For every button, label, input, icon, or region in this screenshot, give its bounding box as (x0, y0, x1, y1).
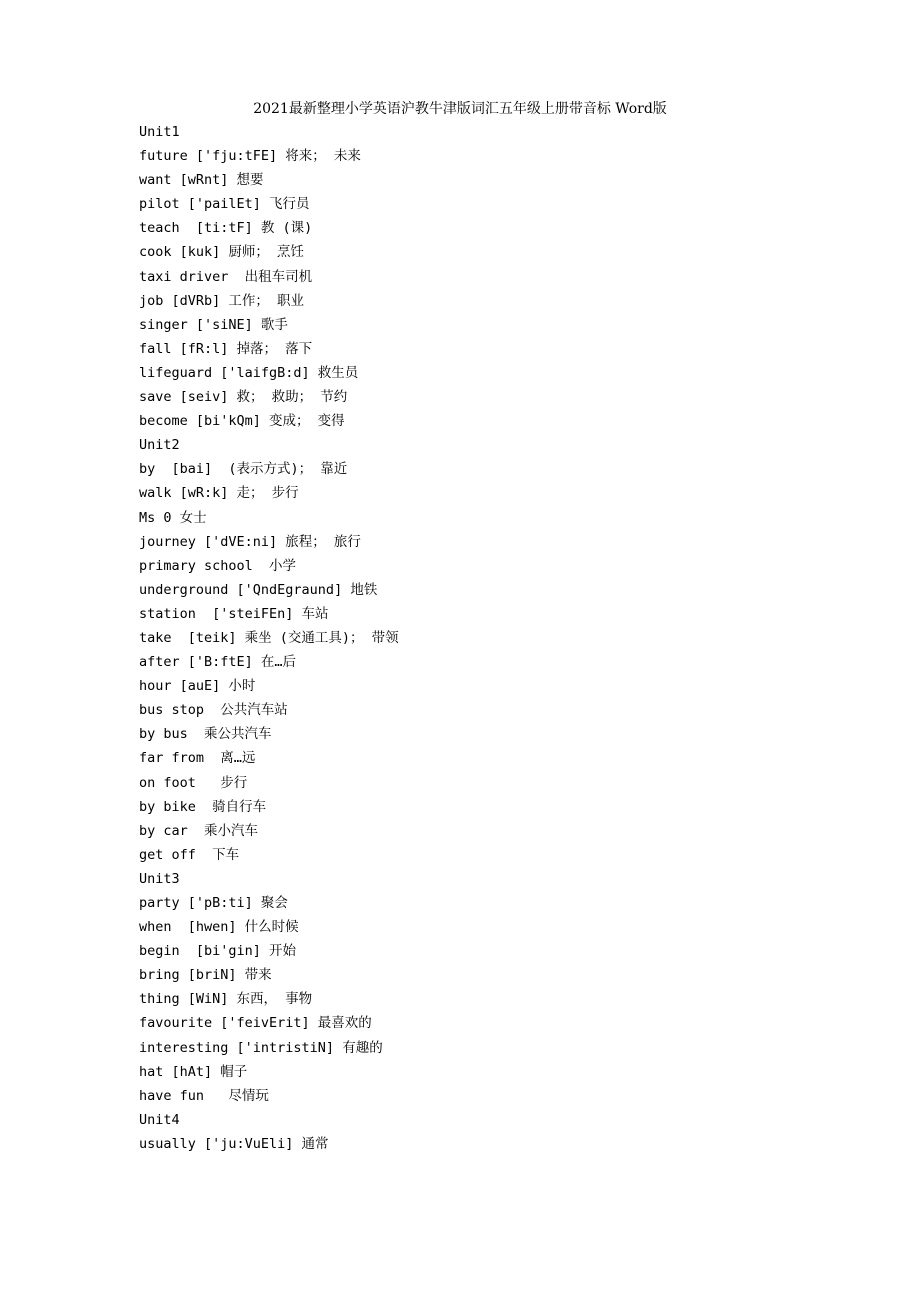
unit-heading: Unit2 (139, 437, 180, 454)
vocabulary-entry: want [wRnt] 想要 (139, 172, 264, 189)
vocabulary-entry: by bike 骑自行车 (139, 798, 267, 815)
vocabulary-entry: usually ['ju:VuEli] 通常 (139, 1135, 329, 1152)
vocabulary-entry: become [bi'kQm] 变成； 变得 (139, 413, 345, 430)
vocabulary-entry: favourite ['feivErit] 最喜欢的 (139, 1015, 372, 1032)
vocabulary-entry: job [dVRb] 工作； 职业 (139, 292, 305, 309)
vocabulary-entry: singer ['siNE] 歌手 (139, 316, 288, 333)
unit-heading: Unit4 (139, 1111, 180, 1128)
vocabulary-entry: have fun 尽情玩 (139, 1087, 269, 1104)
vocabulary-entry: party ['pB:ti] 聚会 (139, 895, 288, 911)
vocabulary-entry: by car 乘小汽车 (139, 822, 259, 839)
vocabulary-entry: primary school 小学 (139, 557, 297, 574)
vocabulary-entry: taxi driver 出租车司机 (139, 268, 313, 285)
vocabulary-entry: walk [wR:k] 走； 步行 (139, 485, 299, 502)
vocabulary-entry: hour [auE] 小时 (139, 678, 256, 695)
vocabulary-entry: get off 下车 (139, 846, 240, 863)
vocabulary-entry: bring [briN] 带来 (139, 967, 272, 984)
vocabulary-entry: future ['fju:tFE] 将来； 未来 (139, 148, 361, 165)
vocabulary-entry: far from 离…远 (139, 750, 256, 767)
unit-heading: Unit3 (139, 870, 180, 887)
vocabulary-entry: take [teik] 乘坐 (交通工具)； 带领 (139, 629, 399, 646)
vocabulary-entry: Ms 0 女士 (139, 509, 207, 526)
vocabulary-entry: cook [kuk] 厨师； 烹饪 (139, 244, 305, 261)
vocabulary-entry: thing [WiN] 东西， 事物 (139, 991, 313, 1008)
vocabulary-entry: journey ['dVE:ni] 旅程； 旅行 (139, 533, 361, 550)
document-title: 2021最新整理小学英语沪教牛津版词汇五年级上册带音标 Word版 (253, 101, 667, 117)
vocabulary-entry: bus stop 公共汽车站 (139, 702, 288, 719)
vocabulary-entry: underground ['QndEgraund] 地铁 (139, 581, 378, 598)
vocabulary-entry: pilot ['pailEt] 飞行员 (139, 196, 310, 213)
vocabulary-entry: by bus 乘公共汽车 (139, 726, 272, 743)
vocabulary-entry: hat [hAt] 帽子 (139, 1063, 248, 1080)
vocabulary-entry: begin [bi'gin] 开始 (139, 943, 297, 960)
vocabulary-entry: lifeguard ['laifgB:d] 救生员 (139, 364, 359, 381)
vocabulary-entry: station ['steiFEn] 车站 (139, 605, 329, 622)
vocabulary-entry: teach [ti:tF] 教 (课) (139, 220, 313, 237)
vocabulary-entry: fall [fR:l] 掉落； 落下 (139, 340, 313, 357)
unit-heading: Unit1 (139, 124, 180, 140)
vocabulary-entry: by [bai] (表示方式)； 靠近 (139, 461, 348, 478)
vocabulary-list (139, 120, 399, 1156)
vocabulary-entry: save [seiv] 救； 救助； 节约 (139, 389, 348, 406)
vocabulary-entry: interesting ['intristiN] 有趣的 (139, 1039, 383, 1056)
vocabulary-entry: after ['B:ftE] 在…后 (139, 654, 297, 671)
vocabulary-entry: when [hwen] 什么时候 (139, 919, 299, 936)
vocabulary-entry: on foot 步行 (139, 774, 248, 791)
